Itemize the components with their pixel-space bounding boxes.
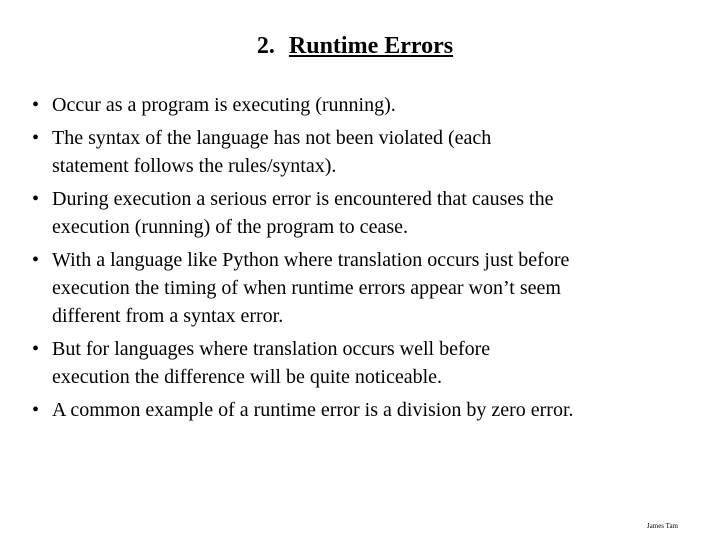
title-number: 2. xyxy=(256,33,275,59)
bullet-line: With a language like Python where translation occurs just before xyxy=(52,249,570,271)
bullet-line: A common example of a runtime error is a division by zero error. xyxy=(52,399,574,421)
bullet-line: execution the difference will be quite noticeable. xyxy=(52,366,443,388)
title-text: Runtime Errors xyxy=(288,33,454,59)
bullet-dot: • xyxy=(32,338,40,360)
author-footer: James Tam xyxy=(646,522,678,530)
bullet-dot: • xyxy=(32,399,40,421)
bullet-line: But for languages where translation occurs well before xyxy=(52,338,491,360)
bullet-dot: • xyxy=(32,94,40,116)
bullet-dot: • xyxy=(32,188,40,210)
bullet-line: statement follows the rules/syntax). xyxy=(52,155,337,177)
bullet-line: The syntax of the language has not been violated (each xyxy=(52,127,492,149)
slide-title xyxy=(0,30,710,62)
bullet-line: execution (running) of the program to cease. xyxy=(52,216,408,238)
bullet-item xyxy=(32,91,712,119)
bullet-item xyxy=(32,396,712,424)
bullet-dot: • xyxy=(32,249,40,271)
bullet-line: execution the timing of when runtime errors appear won’t seem xyxy=(52,277,561,299)
bullet-item xyxy=(32,185,712,241)
bullet-line: During execution a serious error is encountered that causes the xyxy=(52,188,554,210)
bullet-item xyxy=(32,335,712,391)
bullet-list xyxy=(32,91,712,429)
bullet-dot: • xyxy=(32,127,40,149)
bullet-line: different from a syntax error. xyxy=(52,305,284,327)
bullet-item xyxy=(32,124,712,180)
bullet-line: Occur as a program is executing (running). xyxy=(52,94,396,116)
bullet-item xyxy=(32,246,712,330)
